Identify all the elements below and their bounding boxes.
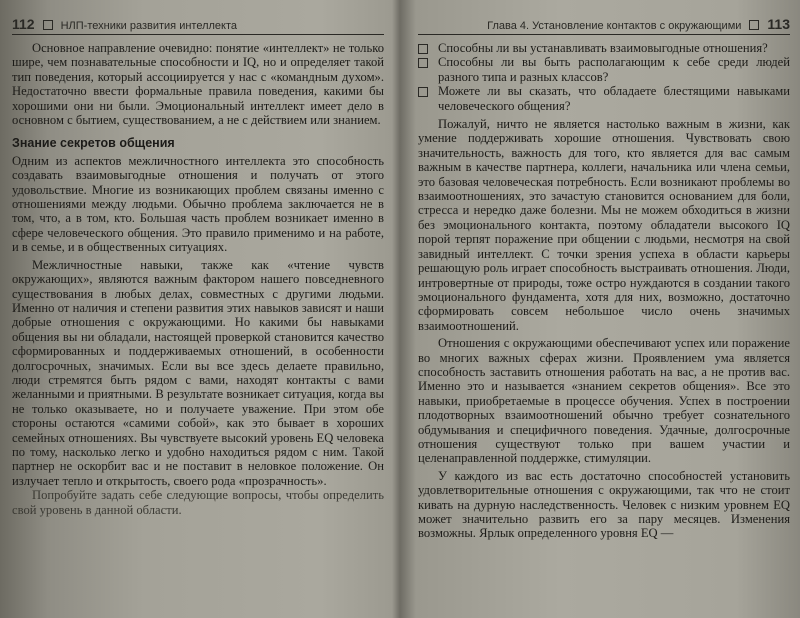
section-heading: Знание секретов общения bbox=[12, 136, 175, 151]
header-square-icon bbox=[749, 20, 759, 30]
right-page-header bbox=[418, 8, 790, 35]
checkbox-square-icon bbox=[418, 58, 428, 68]
intro-paragraph: Основное направление очевидно: понятие «интеллект» не только шире, чем познавательные способности и IQ, но и определяет такой тип поведения, который ассоциируется у нас с «командным духом». Недостаточно ввести формальные правила поведения, какими бы хорошими они ни были. Эмоциональный интеллект имеет дело в основном с бытием, существованием, а не с действием или знанием. bbox=[12, 41, 384, 128]
left-page-header bbox=[12, 8, 384, 35]
question-text: Способны ли вы устанавливать взаимовыгодные отношения? bbox=[438, 41, 768, 55]
list-item bbox=[418, 41, 790, 55]
header-square-icon bbox=[43, 20, 53, 30]
body-paragraph: Попробуйте задать себе следующие вопросы, чтобы определить свой уровень в данной области. bbox=[12, 488, 384, 517]
question-text: Способны ли вы быть располагающим к себе среди людей разного типа и разных классов? bbox=[438, 55, 790, 84]
body-paragraph: Одним из аспектов межличностного интеллекта это способность создавать взаимовыгодные отношения и получать от этого удовольствие. Многие из возникающих проблем связаны именно с отношениями между людьми. Обычно проблема заключается не в том, что, а в том, кто. Большая часть проблем возникает именно в сфере человеческого общения. Это правило применимо и на работе, и в семье, и в общественных ситуациях. bbox=[12, 153, 384, 255]
right-page bbox=[418, 8, 790, 541]
right-running-title: Глава 4. Установление контактов с окружающими bbox=[487, 20, 742, 32]
question-text: Можете ли вы сказать, что обладаете блестящими навыками человеческого общения? bbox=[438, 84, 790, 113]
checkbox-square-icon bbox=[418, 87, 428, 97]
list-item bbox=[418, 55, 790, 84]
left-running-title: НЛП-техники развития интеллекта bbox=[60, 20, 237, 32]
right-page-number: 113 bbox=[767, 16, 790, 32]
left-page-number: 112 bbox=[12, 16, 35, 32]
left-page bbox=[12, 8, 384, 517]
list-item bbox=[418, 84, 790, 113]
question-list bbox=[418, 41, 790, 113]
body-paragraph: Межличностные навыки, также как «чтение чувств окружающих», являются важным фактором нашего повседневного существования в любых делах, совместных с другими людьми. Именно от наличия и степени развития этих навыков зависят и наши добрые отношения с окружающими. Но какими бы навыками общения вы ни обладали, настоящей проверкой становится качество сформированных и поддерживаемых отношений, в особенности долгосрочных, значимых. Если вы все здесь делаете правильно, люди стремятся быть рядом с вами, находят контакты с вами желанными и приятными. В результате возникает ситуация, когда вы не только оказываете, но и получаете уважение. При этом обе стороны остаются «самими собой», как это бывает в хороших семейных отношениях. Вы чувствуете высокий уровень EQ человека по тому, насколько легко и удобно находиться рядом с ним. Такой партнер не оскорбит вас и не поставит в неловкое положение. Он излучает тепло и открытость, своего рода «прозрачность». bbox=[12, 257, 384, 488]
body-paragraph: Отношения с окружающими обеспечивают успех или поражение во многих важных сферах жизни. Проявлением ума является способность заставить отношения работать на вас, а не против вас. Именно это и называется «знанием секретов общения». Все это навыки, приобретаемые в процессе обучения. Успех в построении плодотворных взаимоотношений обычно требует сознательного обдумывания и специфичного поведения. Удачные, долгосрочные отношения существуют только при вашем участии и целенаправленной поддержке, стимуляции. bbox=[418, 336, 790, 466]
checkbox-square-icon bbox=[418, 44, 428, 54]
body-paragraph: Пожалуй, ничто не является настолько важным в жизни, как умение поддерживать хорошие отношения. Чувствовать свою значительность, важность для того, кто является для вас самым важным в качестве партнера, коллеги, начальника или члена семьи, это базовая человеческая потребность. Если возникают проблемы во взаимоотношениях, это зачастую становится основанием для боли, стресса и нередко даже болезни. Мы не можем обходиться в жизни без эмоционального контакта, поэтому обладатели высокого IQ порой терпят поражение при общении с людьми, несмотря на свой завидный интеллект. С точки зрения успеха в области карьеры решающую роль играет способность выстраивать отношения. Люди, интровертные от природы, тоже остро нуждаются в создании такого эмоционального фундамента, хотя для них, возможно, достаточно сформировать совсем небольшое число очень значимых взаимоотношений. bbox=[418, 117, 790, 333]
body-paragraph: У каждого из вас есть достаточно способностей установить удовлетворительные отношения с окружающими, так что не стоит кивать на дурную наследственность. Человек с низким уровнем EQ может значительно развить его за пару месяцев. Изменения возможны. Ярлык определенного уровня EQ — bbox=[418, 468, 790, 541]
